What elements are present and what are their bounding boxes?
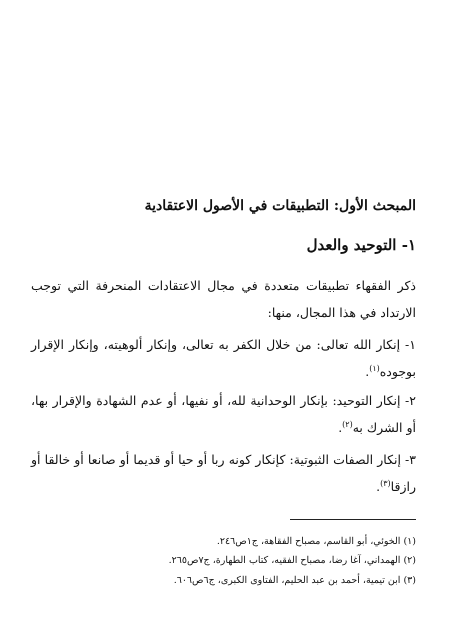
list-item-tail: .: [376, 479, 381, 494]
list-item-text: ٢- إنكار التوحيد: بإنكار الوحدانية لله، أو نفيها، أو عدم الشهادة والإقرار بها، أو الشرك به: [31, 393, 416, 435]
footnote: (٢) الهمداني، آغا رضا، مصباح الفقيه، كتاب الطهارة، ج٧ص٢٦٥.: [168, 555, 416, 566]
list-item-text: ٣- إنكار الصفات الثبوتية: كإنكار كونه ربا أو حيا أو قديما أو صانعا أو خالقا أو رازقا: [31, 452, 416, 494]
list-item-tail: .: [338, 420, 343, 435]
footnote-divider: [290, 519, 416, 520]
footnote-ref: (١): [369, 363, 380, 373]
list-item: [31, 446, 416, 500]
list-item-tail: .: [365, 364, 370, 379]
footnote-ref: (٢): [342, 419, 353, 429]
subsection-heading: ١- التوحيد والعدل: [306, 236, 416, 254]
footnote-ref: (٣): [380, 478, 391, 488]
footnote: (٣) ابن تيمية، أحمد بن عبد الحليم، الفتاوى الكبرى، ج٦ص٦٠٦.: [173, 575, 416, 586]
section-heading: المبحث الأول: التطبيقات في الأصول الاعتقادية: [144, 198, 416, 214]
intro-paragraph: ذكر الفقهاء تطبيقات متعددة في مجال الاعتقادات المنحرفة التي توجب الارتداد في هذا المجال، منها:: [31, 278, 416, 320]
list-item: [31, 331, 416, 385]
footnote: (١) الخوئي، أبو القاسم، مصباح الفقاهة، ج١ص٢٤٦.: [216, 536, 416, 547]
list-item-text: ١- إنكار الله تعالى: من خلال الكفر به تعالى، وإنكار ألوهيته، وإنكار الإقرار بوجوده: [31, 337, 416, 379]
list-item: [31, 387, 416, 441]
